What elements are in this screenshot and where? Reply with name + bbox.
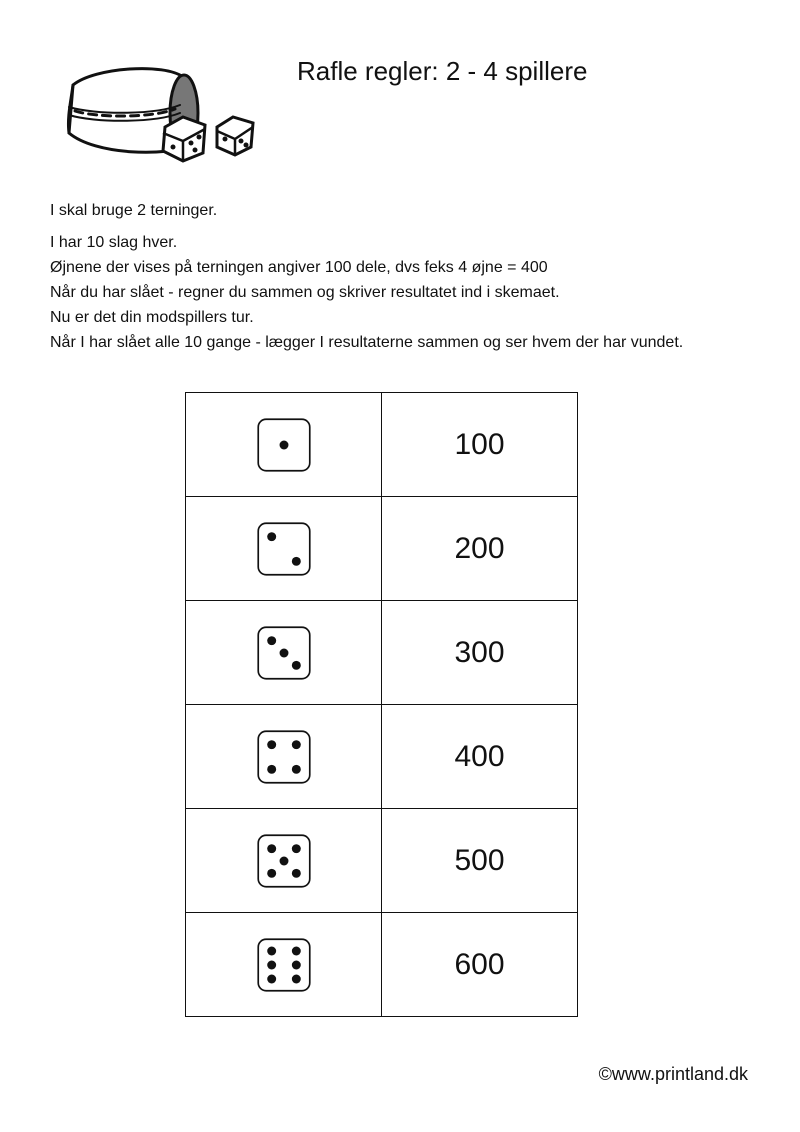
die-pip (291, 660, 300, 669)
die-pip (267, 532, 276, 541)
die-pip (267, 946, 276, 955)
score-value: 300 (382, 601, 578, 705)
table-row (186, 497, 578, 601)
dice-cup-illustration (55, 55, 265, 165)
table-row (186, 601, 578, 705)
die-pip (291, 764, 300, 773)
die-face (258, 939, 310, 991)
rule-line: I skal bruge 2 terninger. (50, 202, 218, 219)
die-five-icon (256, 833, 312, 889)
die-face (258, 731, 310, 783)
die-pip (267, 868, 276, 877)
rule-line: Nu er det din modspillers tur. (50, 309, 254, 326)
score-table (185, 392, 578, 1017)
die-pip (291, 556, 300, 565)
page-title: Rafle regler: 2 - 4 spillere (297, 56, 588, 86)
die-pip (291, 844, 300, 853)
die-pip (291, 868, 300, 877)
rules-text (50, 198, 770, 355)
table-row (186, 809, 578, 913)
rule-line: Når du har slået - regner du sammen og skriver resultatet ind i skemaet. (50, 284, 560, 301)
die-pip (267, 844, 276, 853)
die-two-icon (217, 117, 253, 155)
die-four-icon (256, 729, 312, 785)
table-row (186, 393, 578, 497)
die-three-icon (256, 625, 312, 681)
score-value: 200 (382, 497, 578, 601)
score-value: 400 (382, 705, 578, 809)
score-value: 500 (382, 809, 578, 913)
rule-line: Når I har slået alle 10 gange - lægger I resultaterne sammen og ser hvem der har vundet. (50, 334, 684, 351)
rule-line: Øjnene der vises på terningen angiver 100 dele, dvs feks 4 øjne = 400 (50, 259, 548, 276)
die-pip (267, 960, 276, 969)
copyright-footer: ©www.printland.dk (598, 1064, 748, 1084)
score-value: 600 (382, 913, 578, 1017)
die-six-icon (256, 937, 312, 993)
die-pip (279, 856, 288, 865)
table-row (186, 705, 578, 809)
die-pip (291, 960, 300, 969)
die-pip (279, 648, 288, 657)
die-pip (279, 440, 288, 449)
die-pip (267, 740, 276, 749)
die-pip (291, 974, 300, 983)
die-cell (186, 913, 382, 1017)
die-cell (186, 705, 382, 809)
score-value: 100 (382, 393, 578, 497)
table-row (186, 913, 578, 1017)
die-pip (267, 974, 276, 983)
die-pip (291, 740, 300, 749)
die-pip (291, 946, 300, 955)
die-face (258, 523, 310, 575)
die-cell (186, 601, 382, 705)
die-one-icon (256, 417, 312, 473)
die-cell (186, 393, 382, 497)
die-two-icon (256, 521, 312, 577)
die-three-icon (163, 117, 205, 161)
die-pip (267, 636, 276, 645)
die-cell (186, 497, 382, 601)
rule-line: I har 10 slag hver. (50, 234, 178, 251)
die-pip (267, 764, 276, 773)
die-cell (186, 809, 382, 913)
